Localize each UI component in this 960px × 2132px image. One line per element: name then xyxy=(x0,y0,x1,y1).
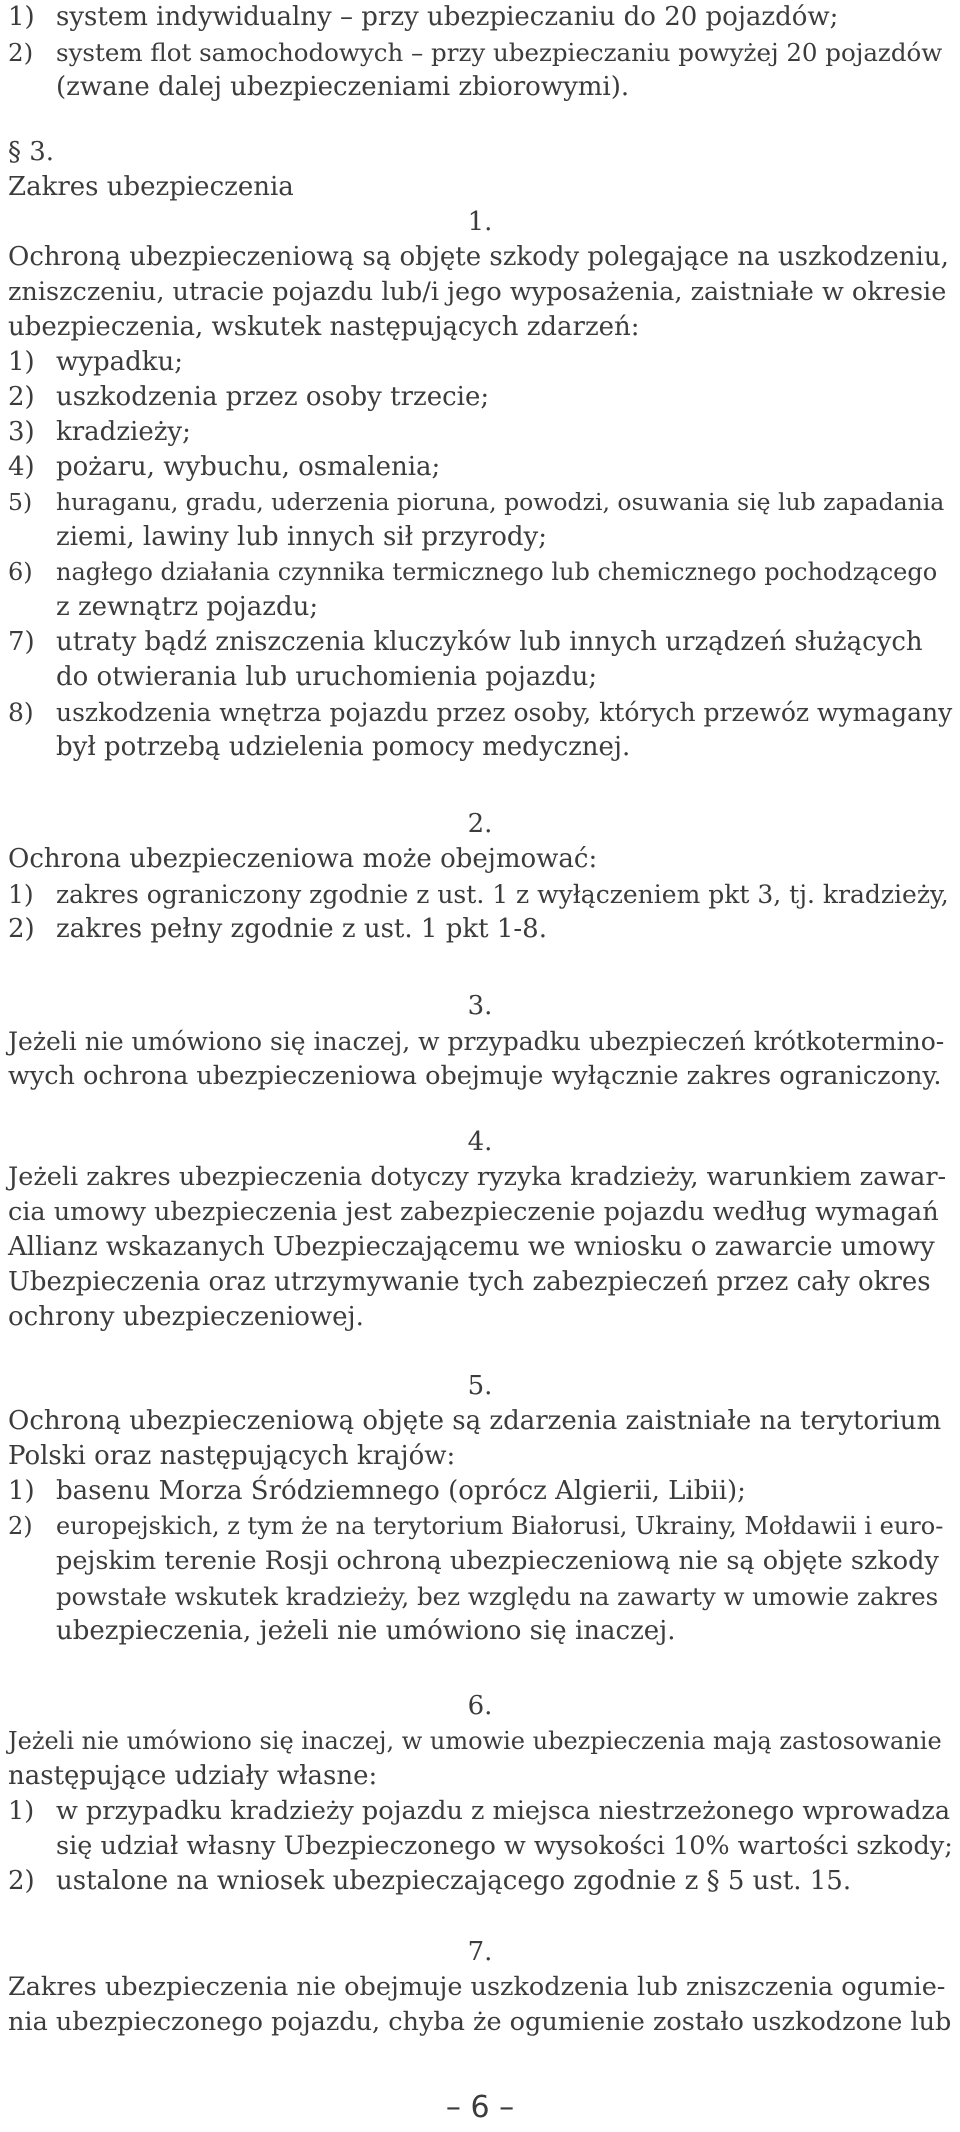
list-item: 2) uszkodzenia przez osoby trzecie; xyxy=(8,382,490,412)
list-item-continuation: ziemi, lawiny lub innych sił przyrody; xyxy=(56,522,548,552)
list-item: 3) kradzieży; xyxy=(8,417,191,447)
paragraph-text: Ubezpieczenia oraz utrzymywanie tych zabezpieczeń przez cały okres xyxy=(8,1267,931,1297)
paragraph-text: Jeżeli zakres ubezpieczenia dotyczy ryzyka kradzieży, warunkiem zawar- xyxy=(8,1162,947,1192)
paragraph-text: Jeżeli nie umówiono się inaczej, w przypadku ubezpieczeń krótkotermino- xyxy=(8,1027,945,1056)
paragraph-text: Jeżeli nie umówiono się inaczej, w umowie ubezpieczenia mają zastosowanie xyxy=(8,1727,942,1755)
paragraph-text: zniszczeniu, utracie pojazdu lub/i jego wyposażenia, zaistniałe w okresie xyxy=(8,277,947,307)
list-item: 6) nagłego działania czynnika termicznego lub chemicznego pochodzącego xyxy=(8,558,938,586)
paragraph-text: Ochroną ubezpieczeniową objęte są zdarzenia zaistniałe na terytorium xyxy=(8,1406,942,1436)
paragraph-text: cia umowy ubezpieczenia jest zabezpieczenie pojazdu według wymagań xyxy=(8,1197,939,1227)
paragraph-number: 6. xyxy=(467,1691,493,1721)
paragraph-number: 7. xyxy=(467,1937,493,1967)
paragraph-text: Polski oraz następujących krajów: xyxy=(8,1441,456,1471)
paragraph-text: Ochroną ubezpieczeniową są objęte szkody polegające na uszkodzeniu, xyxy=(8,242,949,272)
list-item-continuation: ubezpieczenia, jeżeli nie umówiono się inaczej. xyxy=(56,1616,676,1646)
list-item: 2) europejskich, z tym że na terytorium Białorusi, Ukrainy, Mołdawii i euro- xyxy=(8,1512,944,1540)
paragraph-3 xyxy=(8,989,952,1094)
list-item: 1) system indywidualny – przy ubezpieczaniu do 20 pojazdów; xyxy=(8,2,839,32)
paragraph-text: Allianz wskazanych Ubezpieczającemu we wniosku o zawarcie umowy xyxy=(8,1232,935,1262)
paragraph-number: 5. xyxy=(467,1371,493,1401)
paragraph-text: ubezpieczenia, wskutek następujących zdarzeń: xyxy=(8,312,640,342)
list-item: 7) utraty bądź zniszczenia kluczyków lub innych urządzeń służących xyxy=(8,627,923,657)
paragraph-number: 2. xyxy=(467,809,493,839)
list-item-continuation: był potrzebą udzielenia pomocy medycznej. xyxy=(56,732,631,762)
list-item: 4) pożaru, wybuchu, osmalenia; xyxy=(8,452,441,482)
list-item: 5) huraganu, gradu, uderzenia pioruna, powodzi, osuwania się lub zapadania xyxy=(8,488,945,516)
paragraph-number: 3. xyxy=(467,991,493,1021)
list-item-continuation: pejskim terenie Rosji ochroną ubezpieczeniową nie są objęte szkody xyxy=(56,1546,939,1576)
paragraph-text: Ochrona ubezpieczeniowa może obejmować: xyxy=(8,844,598,874)
intro-list xyxy=(8,0,952,105)
section-symbol: § 3. xyxy=(8,137,55,167)
paragraph-6 xyxy=(8,1689,952,1899)
paragraph-1 xyxy=(8,205,952,765)
paragraph-2 xyxy=(8,807,952,947)
list-item: 1) wypadku; xyxy=(8,347,183,377)
list-item: 2) ustalone na wniosek ubezpieczającego zgodnie z § 5 ust. 15. xyxy=(8,1866,852,1896)
paragraph-text: ochrony ubezpieczeniowej. xyxy=(8,1302,364,1332)
list-item: 8) uszkodzenia wnętrza pojazdu przez osoby, których przewóz wymagany xyxy=(8,698,953,727)
list-item: 2) zakres pełny zgodnie z ust. 1 pkt 1-8. xyxy=(8,914,547,944)
list-item-continuation: do otwierania lub uruchomienia pojazdu; xyxy=(56,662,598,692)
list-item: 2) system flot samochodowych – przy ubezpieczaniu powyżej 20 pojazdów xyxy=(8,38,943,67)
paragraph-number: 4. xyxy=(467,1127,493,1157)
paragraph-5 xyxy=(8,1369,952,1649)
section-title: Zakres ubezpieczenia xyxy=(8,172,294,202)
section-heading xyxy=(8,135,952,205)
paragraph-4 xyxy=(8,1125,952,1335)
list-item: 1) zakres ograniczony zgodnie z ust. 1 z wyłączeniem pkt 3, tj. kradzieży, xyxy=(8,880,949,909)
list-item-continuation: powstałe wskutek kradzieży, bez względu na zawarty w umowie zakres xyxy=(56,1582,939,1611)
list-item: 1) basenu Morza Śródziemnego (oprócz Algierii, Libii); xyxy=(8,1476,746,1506)
list-item-continuation: się udział własny Ubezpieczonego w wysokości 10% wartości szkody; xyxy=(56,1831,953,1861)
list-item: 1) w przypadku kradzieży pojazdu z miejsca niestrzeżonego wprowadza xyxy=(8,1796,951,1826)
paragraph-number: 1. xyxy=(467,207,493,237)
page-number: – 6 – xyxy=(445,2090,515,2125)
paragraph-7 xyxy=(8,1935,952,2040)
list-item-continuation: z zewnątrz pojazdu; xyxy=(56,592,319,622)
paragraph-text: nia ubezpieczonego pojazdu, chyba że ogumienie zostało uszkodzone lub xyxy=(8,2007,952,2037)
paragraph-text: następujące udziały własne: xyxy=(8,1761,378,1791)
paragraph-text: Zakres ubezpieczenia nie obejmuje uszkodzenia lub zniszczenia ogumie- xyxy=(8,1972,946,2002)
list-item-continuation: (zwane dalej ubezpieczeniami zbiorowymi). xyxy=(56,72,630,102)
paragraph-text: wych ochrona ubezpieczeniowa obejmuje wyłącznie zakres ograniczony. xyxy=(8,1061,942,1091)
